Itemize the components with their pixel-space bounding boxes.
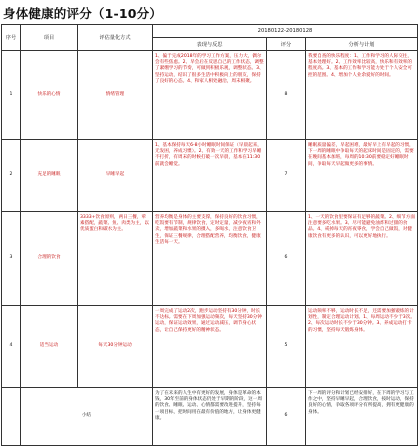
row-no: 2 bbox=[2, 140, 21, 212]
row-method: 情绪管理 bbox=[78, 51, 153, 140]
row-performance: 1、偏于完成2018年的学习工作方案，压力大，偶尔会有些焦虑。2、早会后在反思自己的工作状态，调整了紧绷学习的节奏，可做到积极乐观，调整状态。3、坚持运动，结识了很多生活中积极向上的朋友，保持了良好的心态。4、和家人相处融洽，周末相聚。 bbox=[153, 51, 267, 140]
header-row-1 bbox=[2, 25, 418, 38]
row-performance: 1、基本保持每天6-8小时睡眠时间保证（早晨起来，无发困，养成习惯）。2、有效一天的工作和学习早睡不打折，有周末的时候打破一次早晨，基本在11:30前就会睡觉。 bbox=[153, 140, 267, 212]
row-performance: 一周完成了运动2次，跑步运动坚持有30分钟，时长不达标。需要在下周加强运动频次，每天坚持30分钟运动，保证运动效果，通过运动减压，调节身心状态，让自己保持更好的精神状态。 bbox=[153, 306, 267, 388]
row-analysis: 1、一天的饮食里要保证有足够的蔬菜。2、细节方面注意要多吃水果。3、尽可能避免油炸和过甜的食品。4、戒掉每天的宵夜零食，学会自己做饭，对健康饮食有更多的认识，可以更好地执行。 bbox=[306, 212, 418, 306]
row-performance: 营养均衡是身体的主要支撑，保持良好的饮食习惯，吃饭要有节制，规律饮食，定时定量，减少夜宵和外卖，增加蔬菜和水果的摄入，多喝水，注意饮食卫生，保证三餐规律，合理搭配营养，均衡饮食，健康生活每一天。 bbox=[153, 212, 267, 306]
table-row bbox=[2, 140, 418, 212]
summary-score: 6 bbox=[267, 388, 306, 446]
row-method: 每天30分钟运动 bbox=[78, 306, 153, 388]
row-no bbox=[2, 388, 21, 446]
table-row bbox=[2, 306, 418, 388]
row-score: 7 bbox=[267, 140, 306, 212]
header-analysis: 分析与计划 bbox=[306, 38, 418, 51]
row-method: 3333+饮食原则，两日三餐，荤素搭配，蔬菜、鱼、肉类为主，以优质蛋白和碳水为主。 bbox=[78, 212, 153, 306]
header-period: 20180122-20180128 bbox=[153, 25, 418, 38]
row-analysis: 我要自查的快乐程度：1、工作和学习的人际交往，基本处理好。2、工作效率比较高，快乐和有效率的程度高。3、基本的工作和学习能力处于个人安全可控的范围。4、增加个人业余爱好的时间。 bbox=[306, 51, 418, 140]
summary-row bbox=[2, 388, 418, 446]
row-item: 快乐的心情 bbox=[21, 51, 78, 140]
page-title: 身体健康的评分（1-10分） bbox=[3, 6, 163, 21]
row-analysis: 运动频率不够，运动时长不足，还需要加强锻炼的计划性，制定合理运动计划。1、每周运动不少于3次。2、每次运动时长不少于30分钟。3、养成运动打卡的习惯，坚持每天锻炼身体。 bbox=[306, 306, 418, 388]
row-score: 8 bbox=[267, 51, 306, 140]
row-item: 合理的饮食 bbox=[21, 212, 78, 306]
row-no: 4 bbox=[2, 306, 21, 388]
summary-label: 小结 bbox=[21, 388, 153, 446]
header-item: 项目 bbox=[21, 25, 78, 51]
table-row bbox=[2, 51, 418, 140]
row-score: 5 bbox=[267, 306, 306, 388]
summary-performance: 为了在未来的人生中有更好的发展，身体是革命的本钱，30年至前的身体状态仍处于早期的阶段，这一周的饮食、睡眠、运动、心情都需要改进提升，坚持每一项目标，把时间用在最有价值的地方，让身体更健康。 bbox=[153, 388, 267, 446]
summary-analysis: 下一周的评分和计划已经安排好，在下周的学习与工作之中，坚持早睡早起，合理饮食，按时运动，保持良好的心情，争取各项评分有所提高，拥有更健康的身体。 bbox=[306, 388, 418, 446]
header-performance: 表现与反思 bbox=[153, 38, 267, 51]
table-row bbox=[2, 212, 418, 306]
health-score-table bbox=[1, 24, 418, 446]
row-analysis: 睡眠质量偏差，早起困难，最好早上有早起的习惯，下一周的睡眠中争取每天的起床时间是固定的，需要在晚间基本加班，每周的10:30前要稳定好睡眠时间，争取每天早起做更多的事情。 bbox=[306, 140, 418, 212]
row-item: 适当运动 bbox=[21, 306, 78, 388]
row-score: 6 bbox=[267, 212, 306, 306]
row-no: 3 bbox=[2, 212, 21, 306]
row-no: 1 bbox=[2, 51, 21, 140]
row-item: 充足的睡眠 bbox=[21, 140, 78, 212]
row-method: 早睡早起 bbox=[78, 140, 153, 212]
header-no: 序号 bbox=[2, 25, 21, 51]
header-method: 评估量化方式 bbox=[78, 25, 153, 51]
header-score: 评分 bbox=[267, 38, 306, 51]
